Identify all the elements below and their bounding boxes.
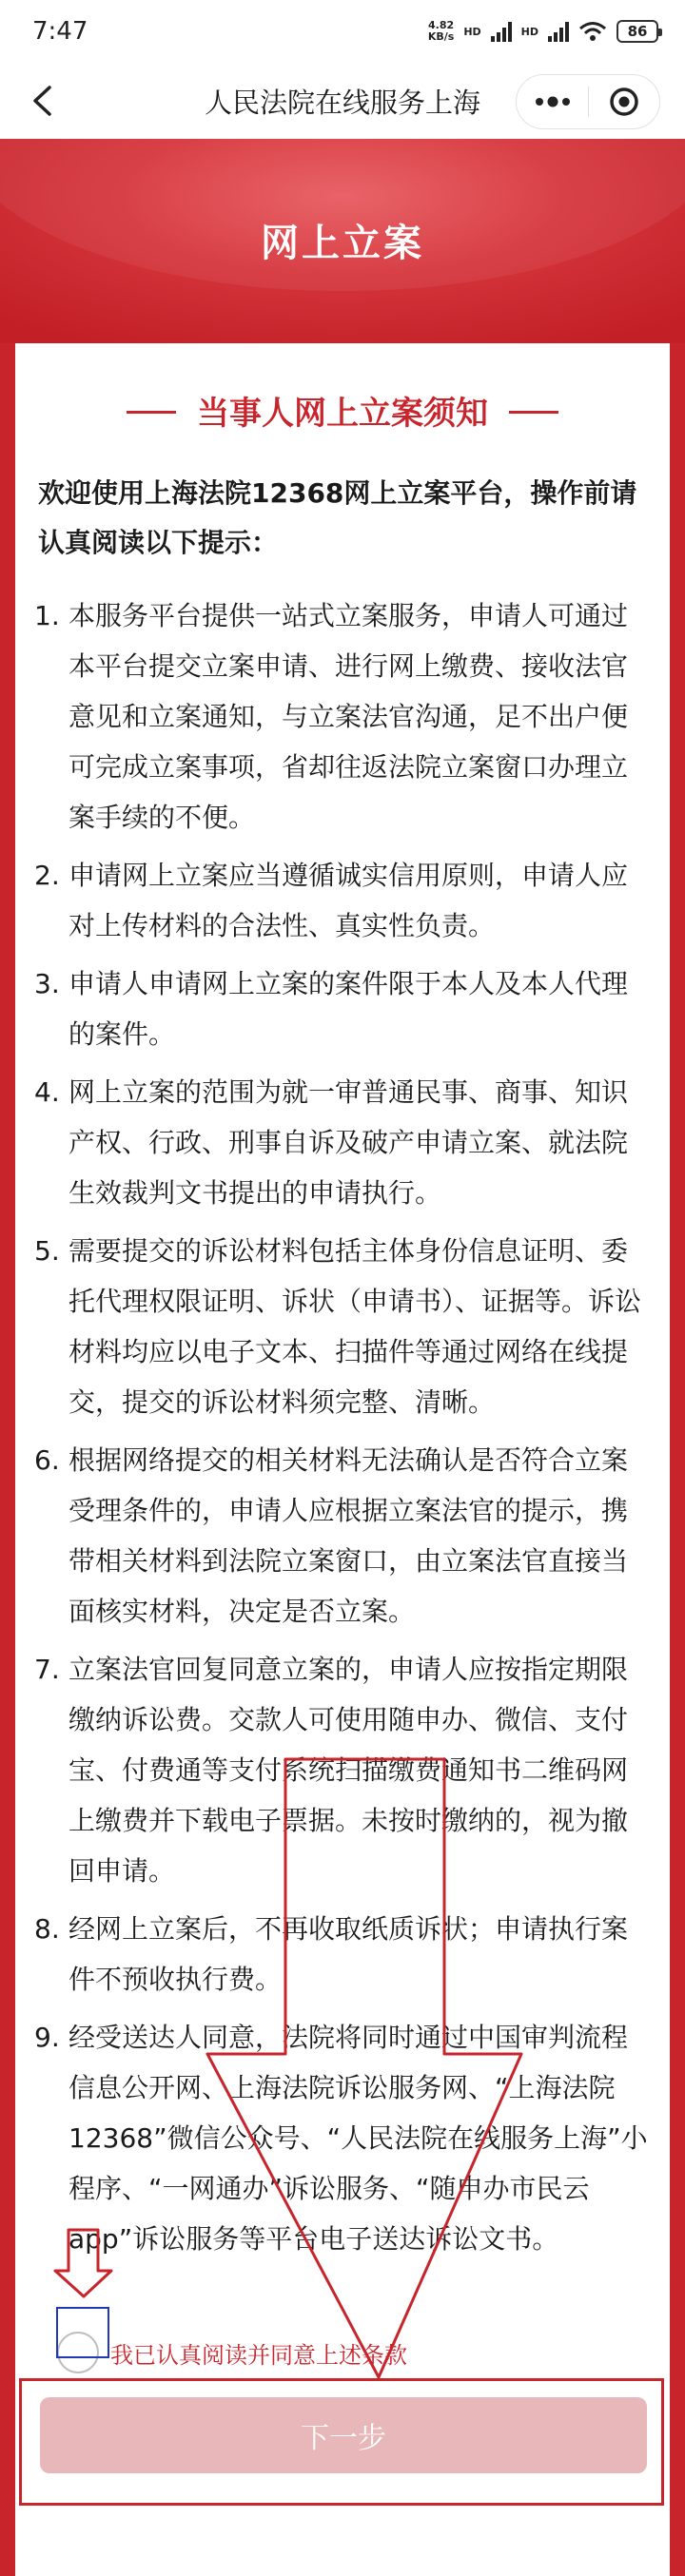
hd-icon-2: HD <box>520 25 538 38</box>
banner-title: 网上立案 <box>261 222 424 265</box>
list-item: 6. 根据网络提交的相关材料无法确认是否符合立案受理条件的，申请人应根据立案法官的提示，携带相关材料到法院立案窗口，由立案法官直接当面核实材料，决定是否立案。 <box>34 1444 629 1627</box>
miniprogram-capsule <box>516 74 660 129</box>
list-item: 7. 立案法官回复同意立案的，申请人应按指定期限缴纳诉讼费。交款人可使用随申办、微信、支付宝、付费通等支付系统扫描缴费通知书二维码网上缴费并下载电子票据。未按时缴纳的，视为撤回申请。 <box>34 1654 629 1887</box>
signal-icon <box>491 21 512 42</box>
heading-dash-right <box>509 411 558 414</box>
list-item: 8. 经网上立案后，不再收取纸质诉状；申请执行案件不预收执行费。 <box>34 1913 629 1995</box>
signal-icon-2 <box>548 21 569 42</box>
agree-row[interactable] <box>57 2332 407 2373</box>
battery-indicator: 86 <box>616 20 658 43</box>
list-item: 5. 需要提交的诉讼材料包括主体身份信息证明、委托代理权限证明、诉状（申请书）、证据等。诉讼材料均应以电子文本、扫描件等通过网络在线提交，提交的诉讼材料须完整、清晰。 <box>34 1235 642 1418</box>
status-icons <box>428 20 658 43</box>
close-button[interactable] <box>589 74 659 129</box>
more-dots-icon <box>534 96 572 107</box>
page-banner <box>0 139 685 343</box>
notice-card <box>15 343 670 2576</box>
list-item: 4. 网上立案的范围为就一审普通民事、商事、知识产权、行政、刑事自诉及破产申请立案、就法院生效裁判文书提出的申请执行。 <box>34 1076 629 1209</box>
heading-dash-left <box>127 411 176 414</box>
list-item: 9. 经受送达人同意，法院将同时通过中国审判流程信息公开网、上海法院诉讼服务网、“上海法院12368”微信公众号、“人民法院在线服务上海”小程序、“一网通办”诉讼服务、“随申办市民云app”诉讼服务等平台电子送达诉讼文书。 <box>34 2022 648 2255</box>
annotation-box-button <box>19 2378 664 2506</box>
page-title: 人民法院在线服务上海 <box>204 86 480 119</box>
status-time: 7:47 <box>32 17 88 46</box>
close-target-icon <box>608 86 640 118</box>
hd-icon: HD <box>463 25 481 38</box>
list-item: 2. 申请网上立案应当遵循诚实信用原则，申请人应对上传材料的合法性、真实性负责。 <box>34 860 629 941</box>
more-button[interactable] <box>517 74 588 129</box>
agree-label[interactable]: 我已认真阅读并同意上述条款 <box>110 2341 407 2369</box>
list-item: 3. 申请人申请网上立案的案件限于本人及本人代理的案件。 <box>34 968 629 1050</box>
notice-list <box>34 591 653 2272</box>
annotation-box-checkbox <box>56 2307 109 2358</box>
nav-bar <box>0 63 685 139</box>
network-speed: 4.82 KB/s <box>427 19 455 43</box>
wifi-icon <box>578 21 607 42</box>
next-step-button[interactable]: 下一步 <box>40 2397 647 2473</box>
notice-heading: 当事人网上立案须知 <box>15 387 670 434</box>
status-bar <box>0 0 685 63</box>
list-item: 1. 本服务平台提供一站式立案服务，申请人可通过本平台提交立案申请、进行网上缴费、接收法官意见和立案通知，与立案法官沟通，足不出户便可完成立案事项，省却往返法院立案窗口办理立案手续的不便。 <box>34 600 629 833</box>
notice-intro: 欢迎使用上海法院12368网上立案平台，操作前请认真阅读以下提示： <box>38 477 637 558</box>
